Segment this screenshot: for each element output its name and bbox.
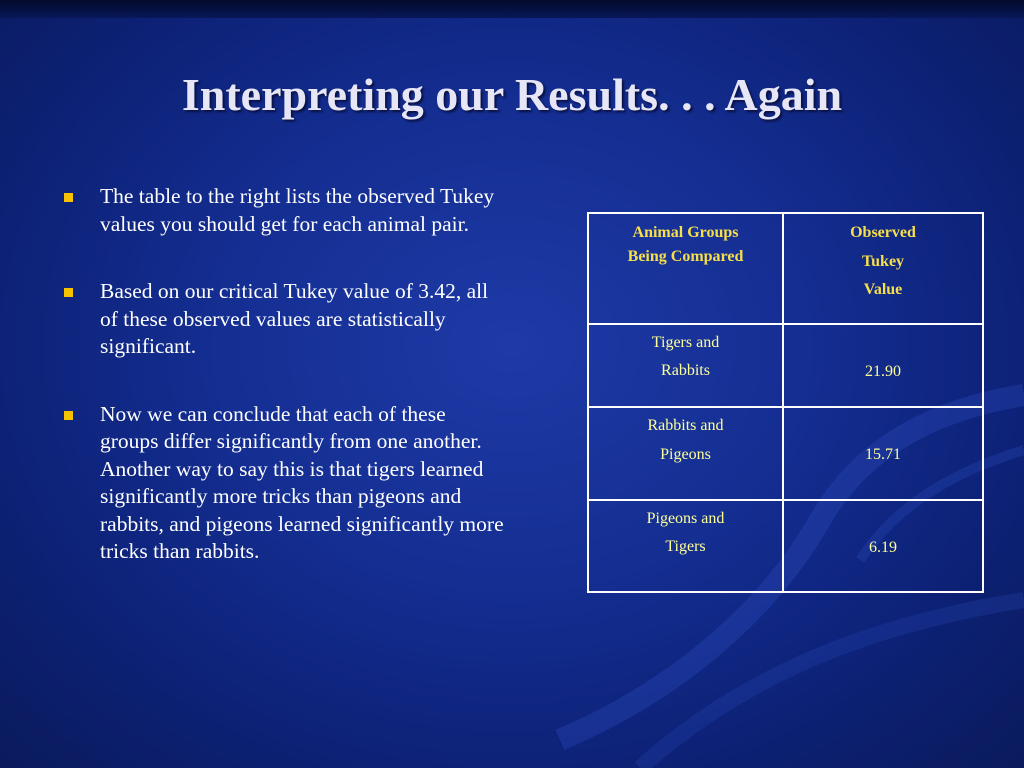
pair-cell [588,407,783,499]
value-cell [783,500,983,593]
table-header-row [588,213,983,324]
value-cell [783,407,983,499]
slide-title: Interpreting our Results. . . Again [181,69,843,120]
bullet-text: Based on our critical Tukey value of 3.42, all of these observed values are statistically significant. [100,279,489,358]
header-cell-observed-tukey-value [783,213,983,324]
value-cell [783,324,983,407]
header-text: Observed [850,224,916,241]
pair-text: Rabbits and [647,417,724,435]
top-dark-band [0,0,1024,18]
header-text: Tukey [861,252,905,270]
value-text: 6.19 [869,538,897,556]
pair-cell [588,500,783,593]
pair-text: Pigeons [660,445,711,463]
square-bullet-icon [64,288,73,297]
value-text: 15.71 [865,446,901,464]
tukey-values-table [587,212,984,593]
square-bullet-icon [64,193,73,202]
pair-text: Pigeons and [646,509,725,527]
header-cell-animal-groups [588,213,783,324]
pair-text: Rabbits [661,362,710,380]
bullet-text: Now we can conclude that each of these groups differ significantly from one another. Another way to say this is that tigers learned significantly more tricks than pigeons and rabbits, and pigeons learned significantly more tricks than rabbits. [100,401,504,563]
header-text: Value [863,281,903,298]
bullet-item [60,183,505,238]
square-bullet-icon [64,411,73,420]
header-text: Animal Groups [632,224,739,241]
bullet-item [60,278,505,361]
bullet-text: The table to the right lists the observed Tukey values you should get for each animal pair. [100,184,495,236]
pair-cell [588,324,783,407]
table-row [588,500,983,593]
bullet-list [60,183,505,606]
pair-text: Tigers and [651,333,720,351]
table-row [588,324,983,407]
table-row [588,407,983,499]
value-text: 21.90 [865,362,901,380]
header-text: Being Compared [627,248,744,265]
pair-text: Tigers [665,538,706,555]
bullet-item [60,401,505,566]
